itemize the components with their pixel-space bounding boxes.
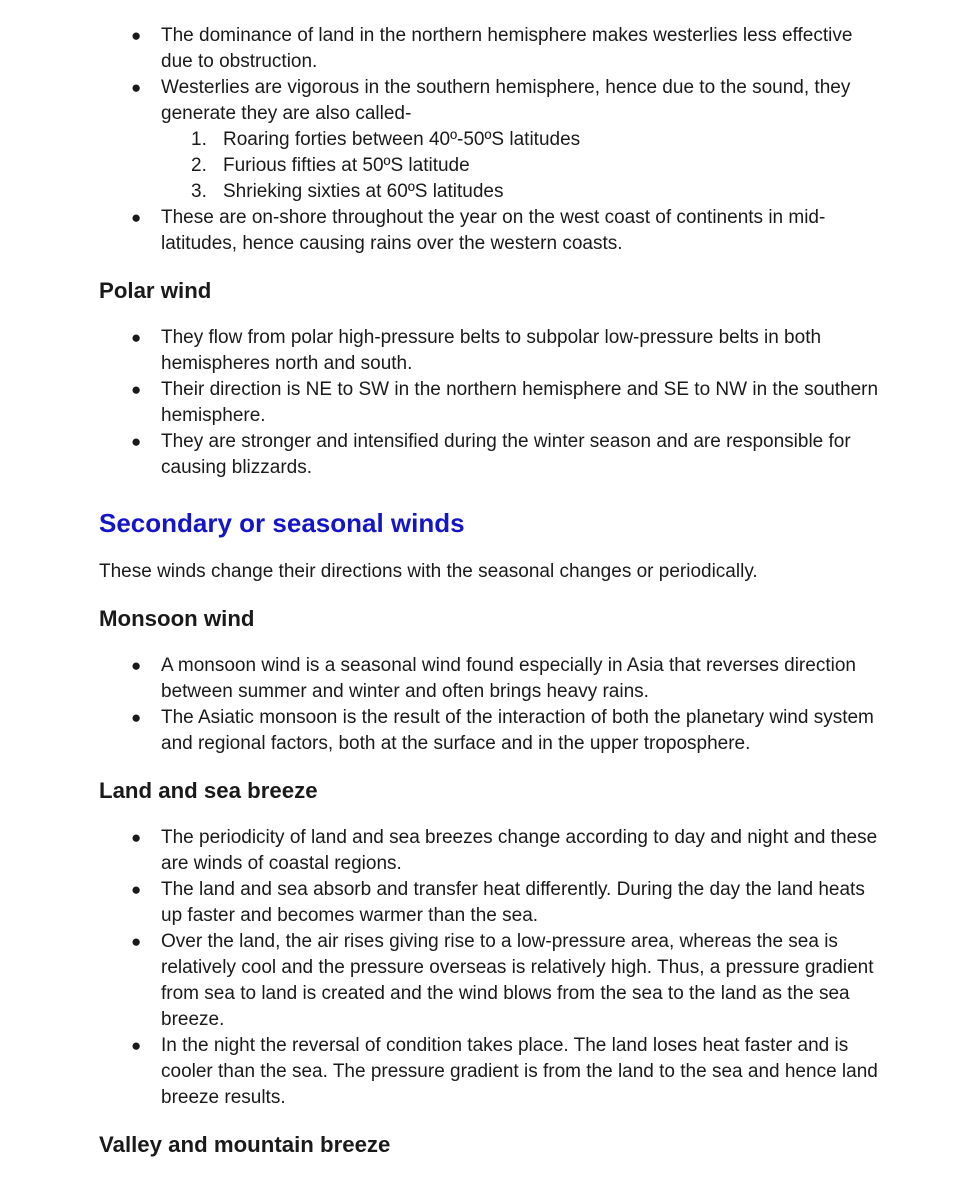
list-item: [99, 205, 879, 257]
list-item: [99, 877, 879, 929]
bullet-icon: ●: [131, 208, 142, 227]
list-item-text: Westerlies are vigorous in the southern hemisphere, hence due to the sound, they generate they are also called-: [161, 77, 851, 124]
bullet-icon: ●: [131, 26, 142, 45]
westerlies-names-list: [161, 127, 879, 205]
monsoon-wind-list: [99, 653, 879, 757]
list-item-text: The periodicity of land and sea breezes change according to day and night and these are winds of coastal regions.: [161, 827, 878, 874]
list-item: [99, 929, 879, 1033]
list-item: [99, 377, 879, 429]
list-item: [99, 325, 879, 377]
numbered-item: [161, 127, 879, 153]
list-item-text: The Asiatic monsoon is the result of the interaction of both the planetary wind system and regional factors, both at the surface and in the upper troposphere.: [161, 707, 874, 754]
numbered-item-text: Roaring forties between 40º-50ºS latitudes: [223, 129, 581, 150]
land-sea-breeze-list: [99, 825, 879, 1111]
item-number: 3.: [191, 181, 207, 202]
bullet-icon: ●: [131, 656, 142, 675]
polar-wind-heading: Polar wind: [99, 278, 212, 303]
list-item: [99, 705, 879, 757]
item-number: 1.: [191, 129, 207, 150]
monsoon-wind-heading: Monsoon wind: [99, 606, 255, 631]
land-sea-breeze-heading: Land and sea breeze: [99, 778, 318, 803]
bullet-icon: ●: [131, 1036, 142, 1055]
list-item-text: They are stronger and intensified during the winter season and are responsible for causing blizzards.: [161, 431, 851, 478]
valley-mountain-breeze-heading: Valley and mountain breeze: [99, 1132, 391, 1157]
numbered-item: [161, 153, 879, 179]
list-item-text: A monsoon wind is a seasonal wind found especially in Asia that reverses direction between summer and winter and often brings heavy rains.: [161, 655, 856, 702]
list-item: [99, 75, 879, 205]
bullet-icon: ●: [131, 380, 142, 399]
list-item: [99, 429, 879, 481]
section-intro: These winds change their directions with the seasonal changes or periodically.: [99, 561, 758, 582]
list-item-text: These are on-shore throughout the year on the west coast of continents in mid-latitudes, hence causing rains over the western coasts.: [161, 207, 826, 254]
list-item-text: The dominance of land in the northern hemisphere makes westerlies less effective due to obstruction.: [161, 25, 853, 72]
bullet-icon: ●: [131, 708, 142, 727]
list-item-text: They flow from polar high-pressure belts to subpolar low-pressure belts in both hemispheres north and south.: [161, 327, 822, 374]
bullet-icon: ●: [131, 932, 142, 951]
list-item: [99, 653, 879, 705]
list-item-text: The land and sea absorb and transfer heat differently. During the day the land heats up faster and becomes warmer than the sea.: [161, 879, 865, 926]
list-item: [99, 23, 879, 75]
bullet-icon: ●: [131, 328, 142, 347]
bullet-icon: ●: [131, 828, 142, 847]
numbered-item: [161, 179, 879, 205]
bullet-icon: ●: [131, 880, 142, 899]
westerlies-list: [99, 23, 879, 257]
bullet-icon: ●: [131, 432, 142, 451]
list-item-text: Over the land, the air rises giving rise to a low-pressure area, whereas the sea is relatively cool and the pressure overseas is relatively high. Thus, a pressure gradient from sea to land is created and the wind blows from the sea to the land as the sea breeze.: [161, 931, 874, 1030]
polar-wind-list: [99, 325, 879, 481]
section-title: Secondary or seasonal winds: [99, 508, 465, 538]
list-item: [99, 825, 879, 877]
bullet-icon: ●: [131, 78, 142, 97]
list-item-text: In the night the reversal of condition takes place. The land loses heat faster and is cooler than the sea. The pressure gradient is from the land to the sea and hence land breeze results.: [161, 1035, 878, 1108]
document-page: [99, 23, 879, 1158]
item-number: 2.: [191, 155, 207, 176]
numbered-item-text: Furious fifties at 50ºS latitude: [223, 155, 470, 176]
list-item: [99, 1033, 879, 1111]
numbered-item-text: Shrieking sixties at 60ºS latitudes: [223, 181, 504, 202]
list-item-text: Their direction is NE to SW in the northern hemisphere and SE to NW in the southern hemisphere.: [161, 379, 879, 426]
